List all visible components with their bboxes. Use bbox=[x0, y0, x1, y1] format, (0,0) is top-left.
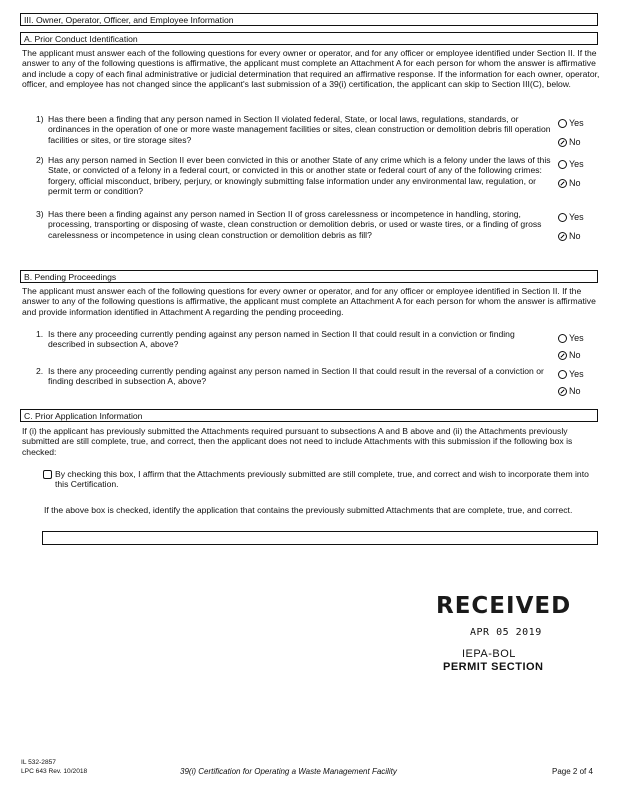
radio-circle-icon bbox=[558, 334, 567, 343]
question-number: 1. bbox=[36, 329, 44, 339]
prior-attachments-checkbox[interactable] bbox=[43, 470, 52, 479]
footer-title: 39(i) Certification for Operating a Waste Management Facility bbox=[180, 767, 397, 776]
radio-checked-icon bbox=[558, 232, 567, 241]
part-c-identify-instructions: If the above box is checked, identify the application that contains the previously submitted Attachments that are complete, true, and correct. bbox=[44, 505, 573, 515]
footer-form-rev: LPC 643 Rev. 10/2018 bbox=[21, 768, 88, 775]
part-a-q2-no-radio[interactable] bbox=[558, 178, 581, 189]
part-b-intro: The applicant must answer each of the following questions for every owner or operator, and for any officer or employee identified in Section II. If the answer to any of the following questions is affirmative, the applicant must complete an Attachment A for each person for whom the answer is affirmative and provide information identified in Attachment A regarding the pending proceeding. bbox=[22, 286, 596, 317]
question-text: Is there any proceeding currently pending against any person named in Section II that could result in a conviction or finding described in subsection A, above? bbox=[48, 329, 515, 350]
no-label: No bbox=[569, 231, 581, 241]
part-b-question-1 bbox=[36, 329, 551, 350]
part-a-intro: The applicant must answer each of the following questions for every owner or operator, and for any officer or employee identified under Section II. If the answer to any of the following questions is affirmative, the applicant must complete an Attachment A for each person for whom the answer is affirmative and include a copy of each final administrative or judicial determination that required an affirmative response. If the information for each owner, operator, officer, and employee has not changed since the applicant's last submission of a 39(i) certification, the applicant can skip to Section III(C), below. bbox=[22, 48, 600, 90]
part-a-q1-yes-radio[interactable] bbox=[558, 118, 584, 129]
question-number: 3) bbox=[36, 209, 44, 219]
part-a-q3-no-radio[interactable] bbox=[558, 231, 581, 242]
part-a-q3-yes-radio[interactable] bbox=[558, 212, 584, 223]
radio-circle-icon bbox=[558, 213, 567, 222]
prior-attachments-checkbox-row[interactable] bbox=[40, 469, 600, 490]
question-text: Has any person named in Section II ever been convicted in this or another State of any crime which is a felony under the laws of this State, or convicted of a felony in a federal court, or convicted in this or another state or federal court of any of the following crimes: forgery, official misconduct, bribery, perjury, or knowingly submitting false information under any environmental law, regulation, or permit term or condition? bbox=[48, 155, 551, 197]
radio-checked-icon bbox=[558, 138, 567, 147]
part-a-question-2 bbox=[36, 155, 556, 197]
radio-circle-icon bbox=[558, 119, 567, 128]
no-label: No bbox=[569, 386, 581, 396]
yes-label: Yes bbox=[569, 333, 584, 343]
question-number: 2) bbox=[36, 155, 44, 165]
part-b-q1-yes-radio[interactable] bbox=[558, 333, 584, 344]
question-text: Is there any proceeding currently pending against any person named in Section II that could result in the reversal of a conviction or finding described in subsection A, above? bbox=[48, 366, 544, 387]
checkbox-label: By checking this box, I affirm that the Attachments previously submitted are still complete, true, and correct and wish to incorporate them into this Certification. bbox=[55, 469, 589, 490]
yes-label: Yes bbox=[569, 159, 584, 169]
part-b-q1-no-radio[interactable] bbox=[558, 350, 581, 361]
stamp-office: IEPA-BOL bbox=[462, 648, 516, 660]
page-number: Page 2 of 4 bbox=[552, 767, 593, 776]
received-stamp: RECEIVED bbox=[436, 593, 572, 619]
question-number: 2. bbox=[36, 366, 44, 376]
part-b-q2-no-radio[interactable] bbox=[558, 386, 581, 397]
stamp-section: PERMIT SECTION bbox=[443, 661, 544, 673]
footer-form-number: IL 532-2857 bbox=[21, 759, 56, 766]
radio-circle-icon bbox=[558, 370, 567, 379]
radio-circle-icon bbox=[558, 160, 567, 169]
radio-checked-icon bbox=[558, 179, 567, 188]
part-c-title: C. Prior Application Information bbox=[20, 409, 598, 422]
part-a-question-3 bbox=[36, 209, 556, 240]
yes-label: Yes bbox=[569, 369, 584, 379]
yes-label: Yes bbox=[569, 212, 584, 222]
yes-label: Yes bbox=[569, 118, 584, 128]
prior-application-input[interactable] bbox=[42, 531, 598, 545]
part-b-q2-yes-radio[interactable] bbox=[558, 369, 584, 380]
part-b-question-2 bbox=[36, 366, 551, 387]
part-b-title: B. Pending Proceedings bbox=[20, 270, 598, 283]
no-label: No bbox=[569, 350, 581, 360]
part-a-q2-yes-radio[interactable] bbox=[558, 159, 584, 170]
received-date: APR 05 2019 bbox=[470, 627, 542, 638]
question-text: Has there been a finding against any person named in Section II of gross carelessness or incompetence in handling, storing, processing, transporting or disposing of waste, clean construction or demolition debris, or used or waste tires, or a finding of gross carelessness or incompetence in using clean construction or demolition debris as fill? bbox=[48, 209, 542, 240]
section-title: III. Owner, Operator, Officer, and Employee Information bbox=[20, 13, 598, 26]
part-c-intro: If (i) the applicant has previously submitted the Attachments required pursuant to subsections A and B above and (ii) the Attachments previously submitted are still complete, true, and correct, then the applicant does not need to include Attachments with this submission if the following box is checked: bbox=[22, 426, 573, 457]
question-text: Has there been a finding that any person named in Section II violated federal, State, or local laws, regulations, standards, or ordinances in the operation of one or more waste management facilities or sites, clean construction or demolition debris fill operation facilities or sites, or tire storage sites? bbox=[48, 114, 551, 145]
question-number: 1) bbox=[36, 114, 44, 124]
radio-checked-icon bbox=[558, 351, 567, 360]
no-label: No bbox=[569, 178, 581, 188]
part-a-title: A. Prior Conduct Identification bbox=[20, 32, 598, 45]
no-label: No bbox=[569, 137, 581, 147]
part-a-question-1 bbox=[36, 114, 556, 145]
radio-checked-icon bbox=[558, 387, 567, 396]
part-a-q1-no-radio[interactable] bbox=[558, 137, 581, 148]
